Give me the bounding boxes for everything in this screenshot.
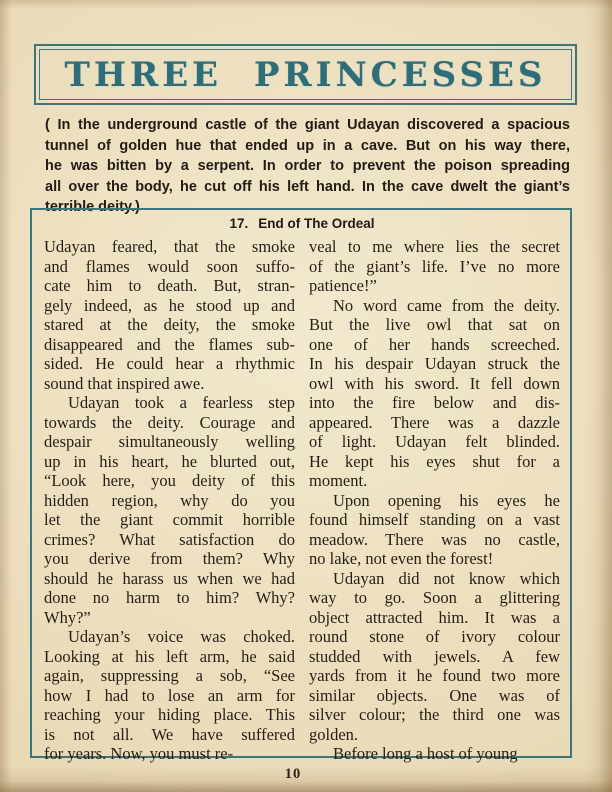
intro-line: tunnel of golden hue that ended up in a cave. But on his way there, bbox=[45, 137, 570, 154]
text-line: found himself standing on a vast bbox=[309, 510, 560, 529]
text-line: object attracted him. It was a bbox=[309, 607, 560, 627]
column-right bbox=[309, 237, 560, 764]
paragraph bbox=[309, 569, 560, 745]
text-line: stared at the deity, the smoke bbox=[44, 315, 295, 334]
text-line: one of her hands screeched. bbox=[309, 334, 560, 354]
title-box bbox=[34, 44, 577, 105]
text-line: patience!” bbox=[309, 276, 377, 295]
text-line: and flames would soon suffo- bbox=[44, 256, 295, 276]
text-line: way to go. Soon a glittering bbox=[309, 588, 560, 607]
text-line: you derive from them? Why bbox=[44, 549, 295, 568]
text-line: up in his heart, he blurted out, bbox=[44, 451, 295, 471]
text-line: No word came from the deity. bbox=[333, 295, 560, 315]
text-line: let the giant commit horrible bbox=[44, 510, 295, 529]
text-line: of light. Udayan felt blinded. bbox=[309, 432, 560, 451]
paragraph bbox=[309, 744, 560, 764]
intro-text bbox=[45, 115, 570, 218]
text-line: similar objects. One was of bbox=[309, 685, 560, 705]
text-line: appeared. There was a dazzle bbox=[309, 412, 560, 432]
text-line: yards from it he found two more bbox=[309, 666, 560, 685]
intro-line: he was bitten by a serpent. In order to prevent the poison spreading bbox=[45, 158, 570, 175]
title-box-inner bbox=[39, 49, 572, 100]
text-line: Udayan took a fearless step bbox=[68, 393, 295, 412]
text-line: But the live owl that sat on bbox=[309, 315, 560, 334]
text-line: Why?” bbox=[44, 607, 91, 627]
text-line: In his despair Udayan struck the bbox=[309, 354, 560, 373]
text-line: Upon opening his eyes he bbox=[333, 490, 560, 510]
section-number: 17. bbox=[229, 216, 249, 231]
text-line: Udayan did not know which bbox=[333, 568, 560, 588]
paragraph bbox=[44, 393, 295, 627]
paragraph bbox=[309, 491, 560, 569]
text-line: meadow. There was no castle, bbox=[309, 529, 560, 549]
text-line: studded with jewels. A few bbox=[309, 646, 560, 666]
text-line: of the giant’s life. I’ve no more bbox=[309, 256, 560, 276]
text-line: for years. Now, you must re- bbox=[44, 744, 234, 763]
section-heading bbox=[44, 215, 560, 232]
paragraph bbox=[44, 627, 295, 764]
text-line: towards the deity. Courage and bbox=[44, 412, 295, 432]
text-line: hidden region, why do you bbox=[44, 490, 295, 510]
section-title: End of The Ordeal bbox=[258, 216, 375, 231]
text-line: is not all. We have suffered bbox=[44, 724, 295, 744]
text-line: silver colour; the third one was bbox=[309, 705, 560, 724]
paragraph bbox=[309, 237, 560, 296]
text-line: into the fire below and dis- bbox=[309, 393, 560, 412]
text-line: moment. bbox=[309, 471, 368, 490]
intro-line: terrible deity.) bbox=[45, 199, 140, 216]
paragraph bbox=[309, 296, 560, 491]
text-line: disappeared and the flames sub- bbox=[44, 334, 295, 354]
text-line: sound that inspired awe. bbox=[44, 373, 205, 393]
text-line: done no harm to him? Why? bbox=[44, 588, 295, 607]
text-line: reaching your hiding place. This bbox=[44, 705, 295, 724]
paragraph bbox=[44, 237, 295, 393]
text-line: no lake, not even the forest! bbox=[309, 549, 494, 568]
text-line: sided. He could hear a rhythmic bbox=[44, 354, 295, 373]
text-line: Looking at his left arm, he said bbox=[44, 646, 295, 666]
text-line: He kept his eyes shut for a bbox=[309, 451, 560, 471]
text-line: again, suppressing a sob, “See bbox=[44, 666, 295, 685]
text-line: Before long a host of young bbox=[333, 744, 518, 763]
page-number: 10 bbox=[284, 766, 302, 782]
text-line: owl with his sword. It fell down bbox=[309, 373, 560, 393]
text-line: Udayan’s voice was choked. bbox=[68, 627, 295, 646]
column-left bbox=[44, 237, 295, 764]
text-line: despair simultaneously welling bbox=[44, 432, 295, 451]
text-line: cate him to death. But, stran- bbox=[44, 276, 295, 295]
intro-line: all over the body, he cut off his left hand. In the cave dwelt the giant’s bbox=[45, 178, 570, 195]
text-line: gely indeed, as he stood up and bbox=[44, 295, 295, 315]
text-line: crimes? What satisfaction do bbox=[44, 529, 295, 549]
text-line: how I had to lose an arm for bbox=[44, 685, 295, 705]
text-line: veal to me where lies the secret bbox=[309, 237, 560, 256]
text-line: should he harass us when we had bbox=[44, 568, 295, 588]
text-line: round stone of ivory colour bbox=[309, 627, 560, 646]
intro-line: ( In the underground castle of the giant Udayan discovered a spacious bbox=[45, 117, 570, 133]
text-line: golden. bbox=[309, 724, 359, 744]
story-box bbox=[30, 208, 572, 763]
text-line: “Look here, you deity of this bbox=[44, 471, 295, 490]
story-columns bbox=[44, 237, 560, 764]
page-title: THREE PRINCESSES bbox=[64, 54, 547, 95]
text-line: Udayan feared, that the smoke bbox=[44, 237, 295, 256]
